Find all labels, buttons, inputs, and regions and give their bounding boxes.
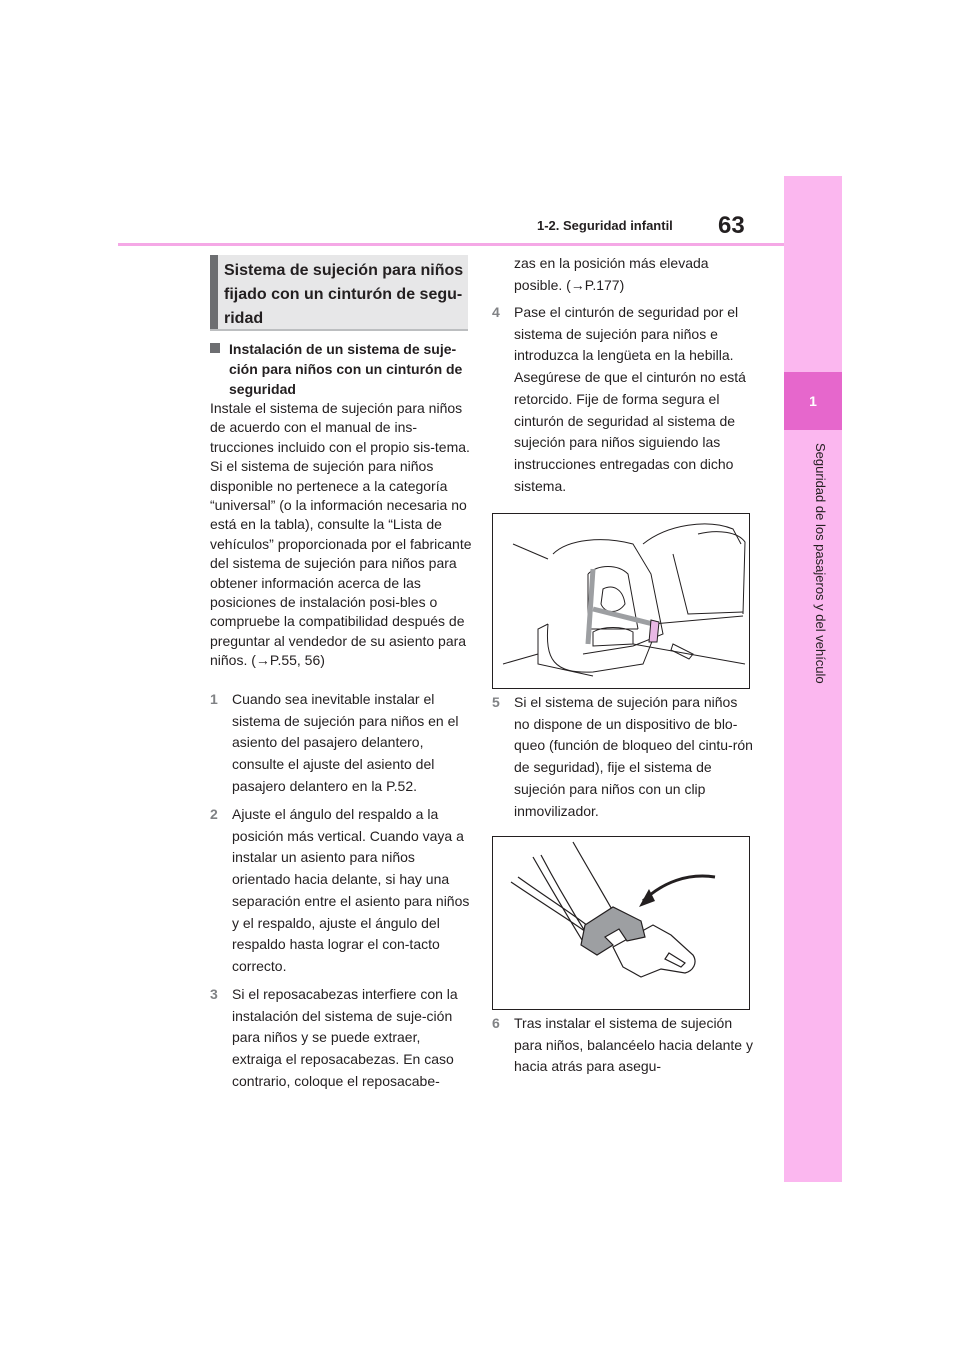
subheading-text: Instalación de un sistema de suje-ción para niños con un cinturón de seguridad [229, 341, 463, 397]
header-section-title: 1-2. Seguridad infantil [537, 218, 673, 233]
section-title: Sistema de sujeción para niños fijado con un cinturón de segu-ridad [224, 262, 464, 327]
step-text: Pase el cinturón de seguridad por el sistema de sujeción para niños e introduzca la lengüeta en la hebilla. Asegúrese de que el cinturón no está retorcido. Fije de forma segura el cinturón de seguridad al sistema de sujeción para niños siguiendo las instrucciones entregadas con dicho sistema. [514, 304, 746, 494]
locking-clip-illustration [492, 836, 750, 1010]
chapter-number: 1 [809, 393, 817, 409]
square-bullet-icon [210, 343, 220, 353]
step-number: 5 [492, 694, 500, 710]
step-2 [210, 804, 472, 978]
step-text: Si el sistema de sujeción para niños no dispone de un dispositivo de blo-queo (función de bloqueo del cintu-rón de seguridad), fije el sistema de sujeción para niños con un clip inmovilizador. [514, 694, 753, 819]
step-text: Ajuste el ángulo del respaldo a la posición más vertical. Cuando vaya a instalar un asiento para niños orientado hacia delante, si hay una separación entre el asiento para niños y el respaldo, ajuste el ángulo del respaldo hasta lograr el con-tacto correcto. [232, 806, 470, 974]
step-3 [210, 984, 472, 1093]
section-title-box [210, 255, 468, 331]
intro-paragraph [210, 399, 472, 671]
header-rule [118, 243, 784, 246]
step-text: zas en la posición más elevada posible. (→P.177) [514, 255, 709, 293]
child-seat-illustration [492, 513, 750, 689]
step-1 [210, 689, 472, 798]
intro-line-2: Si el sistema de sujeción para niños disponible no pertenece a la categoría “universal” (o la información necesaria no está en la tabla), consulte la “Lista de vehículos” proporcionada por el fabricante del sistema de sujeción para niños para obtener información acerca de las posiciones de instalación posi-bles o compruebe la compatibilidad después de preguntar al vendedor de su asiento para niños. (→P.55, 56) [210, 458, 472, 669]
step-text: Tras instalar el sistema de sujeción para niños, balancéelo hacia delante y hacia atrás para asegu- [514, 1015, 753, 1075]
chapter-title: Seguridad de los pasajeros y del vehículo [813, 443, 828, 684]
step-text: Si el reposacabezas interfiere con la instalación del sistema de suje-ción para niños y se puede extraer, extraiga el reposacabezas. En caso contrario, coloque el reposacabe- [232, 986, 458, 1089]
step-3-continued [492, 253, 754, 296]
step-text: Cuando sea inevitable instalar el sistema de sujeción para niños en el asiento del pasajero delantero, consulte el ajuste del asiento del pasajero delantero en la P.52. [232, 691, 459, 794]
subheading [210, 339, 472, 399]
chapter-number-box [784, 372, 842, 430]
section-title-bar [210, 255, 218, 329]
step-6 [492, 1013, 754, 1078]
intro-line-1: Instale el sistema de sujeción para niños de acuerdo con el manual de ins-trucciones incluido con el propio sis-tema. [210, 400, 470, 455]
step-5 [492, 692, 754, 822]
locking-clip-drawing [493, 837, 749, 1009]
step-number: 2 [210, 806, 218, 822]
step-4 [492, 302, 754, 497]
step-number: 6 [492, 1015, 500, 1031]
step-number: 3 [210, 986, 218, 1002]
page-number: 63 [718, 212, 745, 239]
child-seat-drawing [493, 514, 749, 688]
step-number: 1 [210, 691, 218, 707]
step-number: 4 [492, 304, 500, 320]
